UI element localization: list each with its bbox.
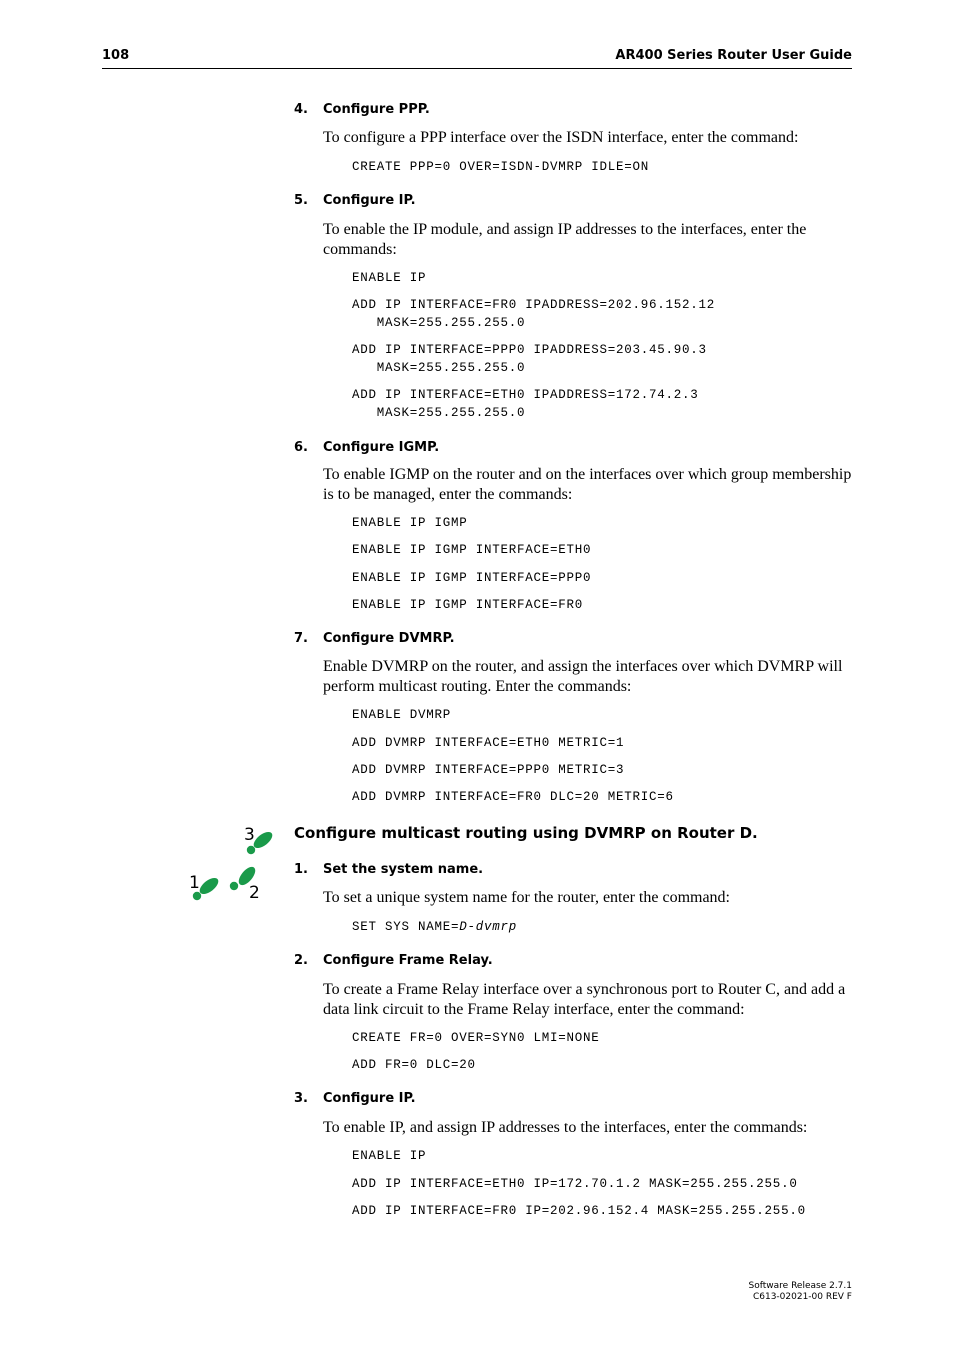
step-number: 4. (294, 102, 308, 117)
command: ADD DVMRP INTERFACE=ETH0 METRIC=1 (352, 736, 625, 750)
running-header-title: AR400 Series Router User Guide (615, 48, 852, 63)
footer (749, 1281, 852, 1303)
command: ENABLE IP IGMP INTERFACE=PPP0 (352, 571, 592, 585)
command: ENABLE IP IGMP INTERFACE=FR0 (352, 598, 584, 612)
footer-release: Software Release 2.7.1 (748, 1281, 852, 1291)
command-argument: D-dvmrp (459, 920, 518, 934)
command: ADD IP INTERFACE=FR0 IPADDRESS=202.96.152.12 MASK=255.255.255.0 (352, 298, 716, 330)
command: CREATE PPP=0 OVER=ISDN-DVMRP IDLE=ON (352, 160, 650, 174)
step-text: To enable the IP module, and assign IP addresses to the interfaces, enter the commands: (323, 221, 807, 258)
header-rule (102, 68, 852, 69)
footstep-number: 1 (189, 873, 200, 893)
step-heading: Configure IP. (323, 193, 416, 208)
command: ADD DVMRP INTERFACE=PPP0 METRIC=3 (352, 763, 625, 777)
step-text: To enable IP, and assign IP addresses to the interfaces, enter the commands: (323, 1119, 808, 1136)
step-number: 1. (294, 862, 308, 877)
footstep-number: 3 (244, 825, 255, 845)
step-number: 6. (294, 440, 308, 455)
step-number: 5. (294, 193, 308, 208)
section-heading: Configure multicast routing using DVMRP on Router D. (294, 824, 758, 842)
step-heading: Configure DVMRP. (323, 631, 455, 646)
command: ADD DVMRP INTERFACE=FR0 DLC=20 METRIC=6 (352, 790, 674, 804)
command: ENABLE IP (352, 271, 427, 285)
page-number: 108 (102, 48, 130, 63)
footsteps-icon (186, 820, 282, 915)
step-text: To enable IGMP on the router and on the interfaces over which group membership is to be managed, enter the commands: (323, 466, 852, 503)
command: ADD IP INTERFACE=ETH0 IP=172.70.1.2 MASK=255.255.255.0 (352, 1177, 798, 1191)
command: ENABLE IP IGMP INTERFACE=ETH0 (352, 543, 592, 557)
step-heading: Set the system name. (323, 862, 484, 877)
step-heading: Configure Frame Relay. (323, 953, 493, 968)
step-heading: Configure IP. (323, 1091, 416, 1106)
command: ADD IP INTERFACE=ETH0 IPADDRESS=172.74.2.3 MASK=255.255.255.0 (352, 388, 699, 420)
command: CREATE FR=0 OVER=SYN0 LMI=NONE (352, 1031, 600, 1045)
command: ADD FR=0 DLC=20 (352, 1058, 476, 1072)
footer-doc-id: C613-02021-00 REV F (752, 1292, 852, 1302)
command: ENABLE IP (352, 1149, 427, 1163)
command: ENABLE IP IGMP (352, 516, 468, 530)
step-text: To create a Frame Relay interface over a synchronous port to Router C, and add a data link circuit to the Frame Relay interface, enter the command: (323, 981, 846, 1018)
step-heading: Configure IGMP. (323, 440, 440, 455)
footstep-number: 2 (249, 883, 260, 903)
command: ADD IP INTERFACE=FR0 IP=202.96.152.4 MASK=255.255.255.0 (352, 1204, 806, 1218)
command: ADD IP INTERFACE=PPP0 IPADDRESS=203.45.90.3 MASK=255.255.255.0 (352, 343, 707, 375)
step-number: 7. (294, 631, 308, 646)
command (352, 918, 517, 936)
step-text: To configure a PPP interface over the ISDN interface, enter the command: (323, 129, 799, 146)
step-heading: Configure PPP. (323, 102, 430, 117)
step-number: 2. (294, 953, 308, 968)
step-text: To set a unique system name for the router, enter the command: (323, 889, 730, 906)
command-text: SET SYS NAME= (352, 920, 460, 934)
command: ENABLE DVMRP (352, 708, 452, 722)
step-text: Enable DVMRP on the router, and assign the interfaces over which DVMRP will perform multicast routing. Enter the commands: (323, 658, 843, 695)
step-number: 3. (294, 1091, 308, 1106)
